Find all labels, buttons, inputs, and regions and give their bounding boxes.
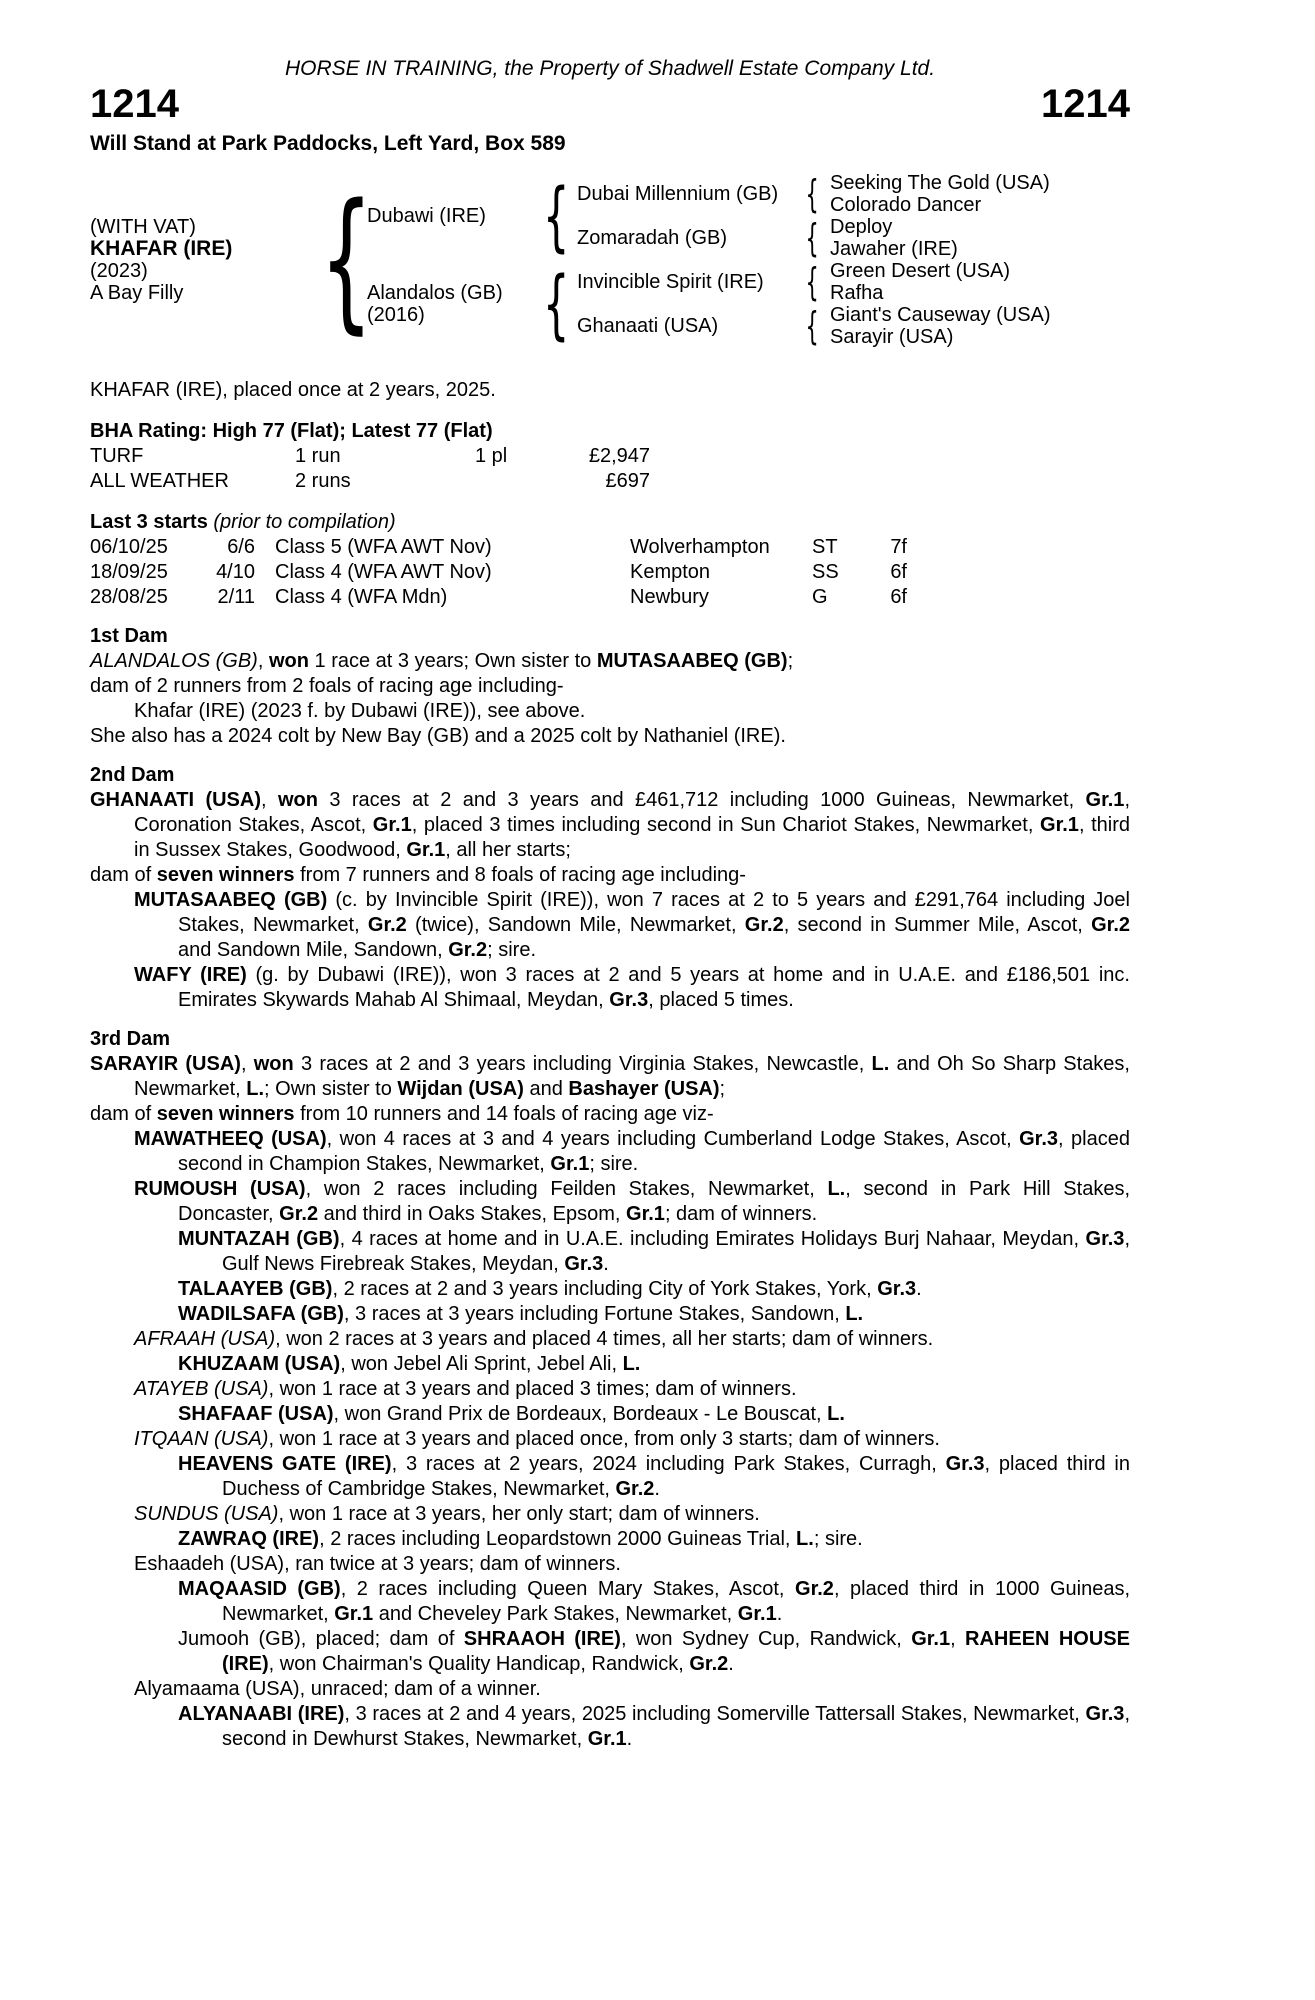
start-race: Class 4 (WFA AWT Nov) [275,561,492,583]
sire-sire-sire: Seeking The Gold (USA) [830,172,1050,194]
start-course: Wolverhampton [630,536,770,558]
start-race: Class 5 (WFA AWT Nov) [275,536,492,558]
horse-year: (2023) [90,260,148,282]
dam-sire-dam: Rafha [830,282,884,304]
pedigree-brace-sire: { [542,171,570,260]
lot-number-right: 1214 [1041,82,1130,126]
dam-sire: Invincible Spirit (IRE) [577,271,764,293]
last-starts-title [90,510,1130,535]
pedigree-paragraph: She also has a 2024 colt by New Bay (GB) and a 2025 colt by Nathaniel (IRE). [90,725,786,747]
surface-label: ALL WEATHER [90,470,229,492]
pedigree-brace-dam: { [542,259,570,348]
pedigree-paragraph: Khafar (IRE) (2023 f. by Dubawi (IRE)), see above. [134,700,586,722]
dam-dam-sire: Giant's Causeway (USA) [830,304,1051,326]
sire-sire: Dubai Millennium (GB) [577,183,779,205]
runs-value: 1 run [295,445,341,467]
pedigree-brace-gp2: { [805,216,820,260]
horse-details [90,172,325,348]
horse-name: KHAFAR (IRE) [90,237,233,260]
bha-rating: BHA Rating: High 77 (Flat); Latest 77 (Flat) [90,420,493,442]
pedigree-paragraph: SUNDUS (USA), won 1 race at 3 years, her only start; dam of winners. [134,1503,760,1525]
start-position: 6/6 [227,536,255,558]
pedigree-paragraph: WADILSAFA (GB), 3 races at 3 years including Fortune Stakes, Sandown, L. [178,1303,864,1325]
pedigree-paragraph: Alyamaama (USA), unraced; dam of a winner. [134,1678,541,1700]
earnings-value: £2,947 [588,445,650,467]
dam-cell [367,260,535,348]
surface-label: TURF [90,445,144,467]
pedigree-brace-gp4: { [805,304,820,348]
vat-note: (WITH VAT) [90,216,196,238]
pedigree-paragraph: Jumooh (GB), placed; dam of SHRAAOH (IRE), won Sydney Cup, Randwick, Gr.1, RAHEEN HOUSE (IRE), won Chairman's Quality Handicap, Randwick, Gr.2. [178,1628,1130,1675]
pedigree-paragraph: MAWATHEEQ (USA), won 4 races at 3 and 4 years including Cumberland Lodge Stakes, Ascot, Gr.3, placed second in Champion Stakes, Newmarket, Gr.1; sire. [134,1128,1130,1175]
dam-heading: 2nd Dam [90,764,175,786]
dam-year: (2016) [367,304,425,326]
dam-heading: 3rd Dam [90,1028,171,1050]
start-date: 28/08/25 [90,586,168,608]
sale-title: HORSE IN TRAINING, the Property of Shadwell Estate Company Ltd. [284,57,936,80]
last-start-row [90,560,1130,585]
placed-value: 1 pl [475,445,508,467]
stand-note: Will Stand at Park Paddocks, Left Yard, Box 589 [90,132,566,155]
pedigree-paragraph: SARAYIR (USA), won 3 races at 2 and 3 years including Virginia Stakes, Newcastle, L. and Oh So Sharp Stakes, Newmarket, L.; Own sister to Wijdan (USA) and Bashayer (USA); [90,1053,1130,1100]
pedigree-paragraph: Eshaadeh (USA), ran twice at 3 years; dam of winners. [134,1553,621,1575]
pedigree-paragraph: TALAAYEB (GB), 2 races at 2 and 3 years including City of York Stakes, York, Gr.3. [178,1278,922,1300]
start-going: ST [812,536,838,558]
start-position: 4/10 [216,561,255,583]
start-course: Newbury [630,586,709,608]
earnings-value: £697 [605,470,650,492]
sire-dam-dam: Jawaher (IRE) [830,238,958,260]
dam-dam-dam: Sarayir (USA) [830,326,954,348]
page-content [90,0,1130,1752]
start-date: 06/10/25 [90,536,168,558]
lot-number-left: 1214 [90,82,179,126]
pedigree-brace-gp1: { [805,172,820,216]
start-distance: 6f [890,586,907,608]
start-distance: 7f [890,536,907,558]
pedigree-brace-main: { [319,171,373,348]
lot-number-row [90,83,1130,125]
dam-name: Alandalos (GB) [367,282,503,304]
start-race: Class 4 (WFA Mdn) [275,586,448,608]
dam-heading: 1st Dam [90,625,168,647]
pedigree-paragraph: MUNTAZAH (GB), 4 races at home and in U.A.E. including Emirates Holidays Burj Nahaar, Meydan, Gr.3, Gulf News Firebreak Stakes, Meydan, Gr.3. [178,1228,1130,1275]
start-distance: 6f [890,561,907,583]
start-going: SS [812,561,839,583]
sire-sire-dam: Colorado Dancer [830,194,982,216]
pedigree-paragraph: ATAYEB (USA), won 1 race at 3 years and placed 3 times; dam of winners. [134,1378,797,1400]
sire-cell [367,172,535,260]
pedigree-paragraph: ZAWRAQ (IRE), 2 races including Leopardstown 2000 Guineas Trial, L.; sire. [178,1528,863,1550]
race-summary: KHAFAR (IRE), placed once at 2 years, 2025. [90,379,496,401]
race-record-row [90,469,1130,494]
pedigree-paragraph: AFRAAH (USA), won 2 races at 3 years and placed 4 times, all her starts; dam of winners. [134,1328,934,1350]
sire-name: Dubawi (IRE) [367,205,486,227]
pedigree-tree [90,172,1130,348]
pedigree-paragraph: ITQAAN (USA), won 1 race at 3 years and placed once, from only 3 starts; dam of winners. [134,1428,940,1450]
pedigree-paragraph: WAFY (IRE) (g. by Dubawi (IRE)), won 3 races at 2 and 5 years at home and in U.A.E. and £186,501 inc. Emirates Skywards Mahab Al Shimaal, Meydan, Gr.3, placed 5 times. [134,964,1130,1011]
pedigree-paragraph: KHUZAAM (USA), won Jebel Ali Sprint, Jebel Ali, L. [178,1353,641,1375]
pedigree-paragraph: HEAVENS GATE (IRE), 3 races at 2 years, 2024 including Park Stakes, Curragh, Gr.3, placed third in Duchess of Cambridge Stakes, Newmarket, Gr.2. [178,1453,1130,1500]
pedigree-paragraph: dam of 2 runners from 2 foals of racing age including- [90,675,564,697]
pedigree-paragraph: dam of seven winners from 10 runners and 14 foals of racing age viz- [90,1103,714,1125]
pedigree-brace-gp3: { [805,260,820,304]
last-starts-label: Last 3 starts [90,511,208,533]
pedigree-paragraph: dam of seven winners from 7 runners and 8 foals of racing age including- [90,864,746,886]
dam-sections [90,624,1130,1752]
start-course: Kempton [630,561,711,583]
start-position: 2/11 [217,586,255,608]
dam-sire-sire: Green Desert (USA) [830,260,1011,282]
dam-dam: Ghanaati (USA) [577,315,719,337]
pedigree-paragraph: ALYANAABI (IRE), 3 races at 2 and 4 years, 2025 including Somerville Tattersall Stakes, Newmarket, Gr.3, second in Dewhurst Stakes, Newmarket, Gr.1. [178,1703,1130,1750]
start-going: G [812,586,828,608]
pedigree-paragraph: MUTASAABEQ (GB) (c. by Invincible Spirit (IRE)), won 7 races at 2 to 5 years and £291,764 including Joel Stakes, Newmarket, Gr.2 (twice), Sandown Mile, Newmarket, Gr.2, second in Summer Mile, Ascot, Gr.2 and Sandown Mile, Sandown, Gr.2; sire. [134,889,1130,961]
pedigree-paragraph: ALANDALOS (GB), won 1 race at 3 years; Own sister to MUTASAABEQ (GB); [90,650,794,672]
last-starts-block [90,510,1130,610]
sire-dam-sire: Deploy [830,216,893,238]
horse-description: A Bay Filly [90,282,184,304]
pedigree-paragraph: SHAFAAF (USA), won Grand Prix de Bordeaux, Bordeaux - Le Bouscat, L. [178,1403,845,1425]
pedigree-paragraph: RUMOUSH (USA), won 2 races including Feilden Stakes, Newmarket, L., second in Park Hill Stakes, Doncaster, Gr.2 and third in Oaks Stakes, Epsom, Gr.1; dam of winners. [134,1178,1130,1225]
last-starts-note: (prior to compilation) [207,511,396,533]
start-date: 18/09/25 [90,561,168,583]
pedigree-paragraph: MAQAASID (GB), 2 races including Queen Mary Stakes, Ascot, Gr.2, placed third in 1000 Guineas, Newmarket, Gr.1 and Cheveley Park Stakes, Newmarket, Gr.1. [178,1578,1130,1625]
sire-dam: Zomaradah (GB) [577,227,728,249]
runs-value: 2 runs [295,470,351,492]
pedigree-paragraph: GHANAATI (USA), won 3 races at 2 and 3 years and £461,712 including 1000 Guineas, Newmarket, Gr.1, Coronation Stakes, Ascot, Gr.1, placed 3 times including second in Sun Chariot Stakes, Newmarket, Gr.1, third in Sussex Stakes, Goodwood, Gr.1, all her starts; [90,789,1130,861]
race-record-row [90,444,1130,469]
last-start-row [90,585,1130,610]
last-start-row [90,535,1130,560]
